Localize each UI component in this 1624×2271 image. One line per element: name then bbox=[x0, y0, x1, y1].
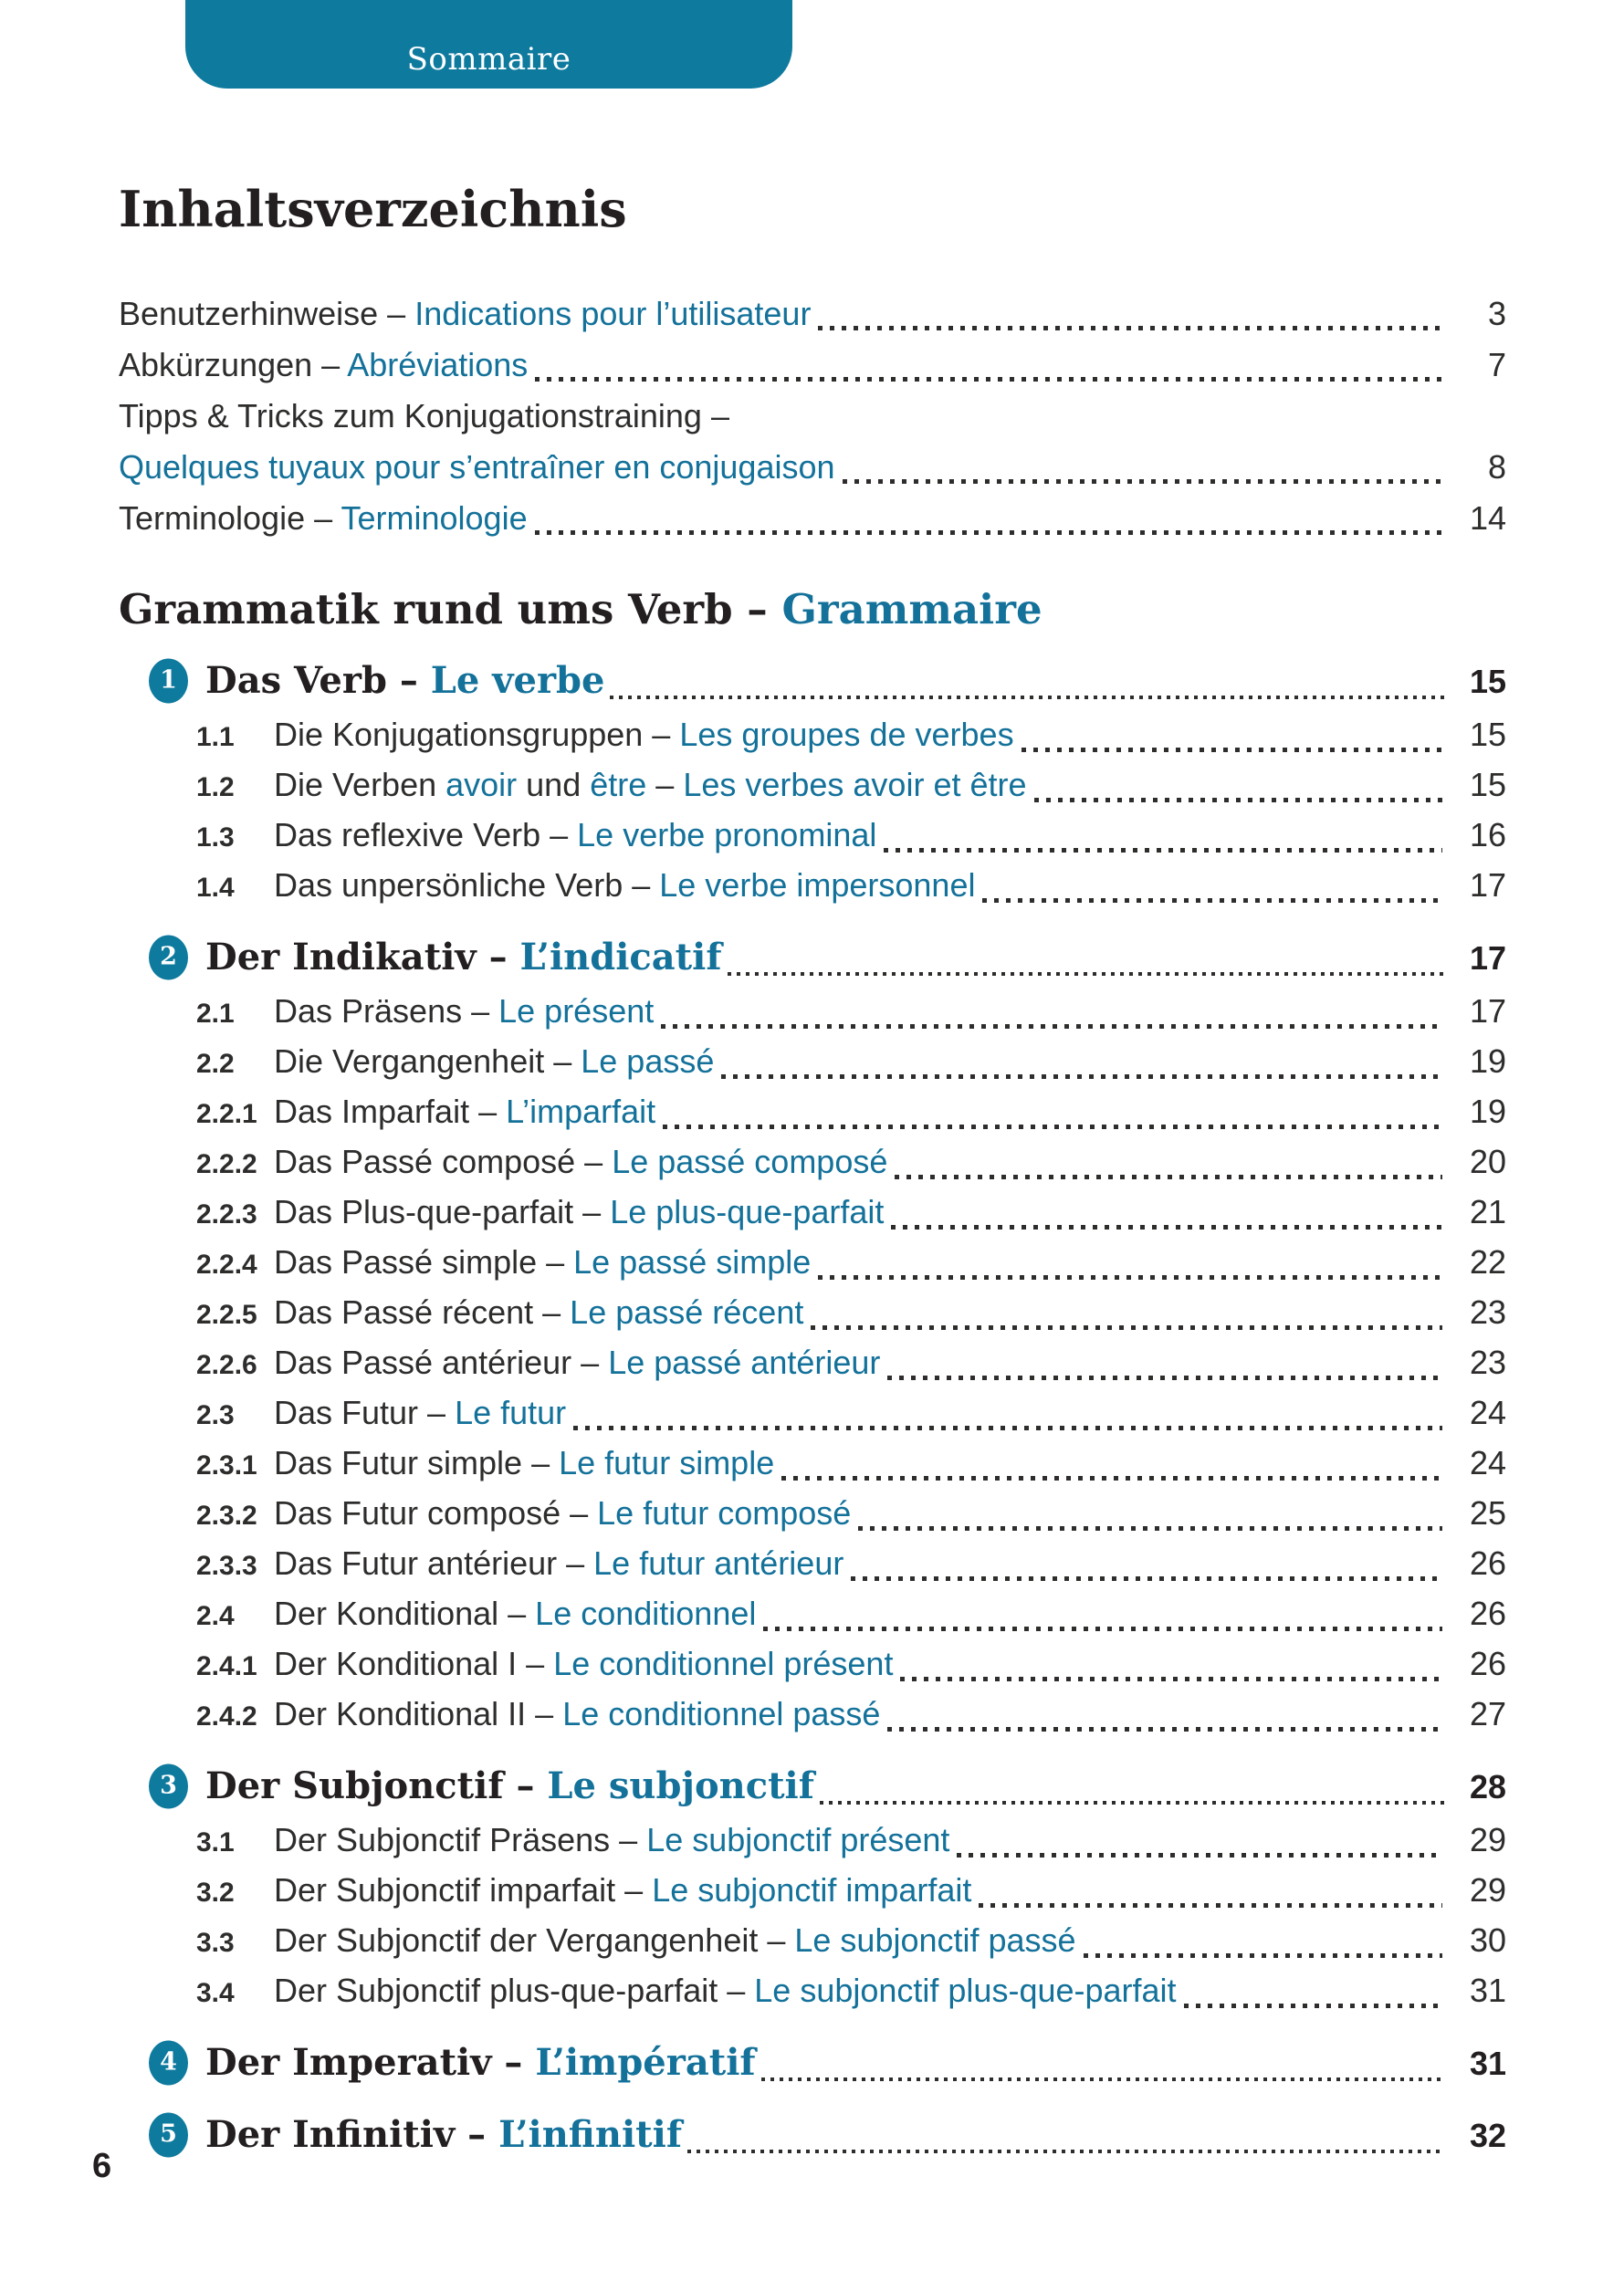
toc-subentry-number: 2.2.4 bbox=[196, 1250, 257, 1280]
entry-text-fr: Abréviations bbox=[347, 346, 529, 383]
toc-subentry-title bbox=[274, 1690, 880, 1738]
entry-text-de: Das Plus-que-parfait – bbox=[274, 1193, 611, 1230]
dot-leader bbox=[818, 326, 1442, 330]
toc-entry-title bbox=[119, 493, 528, 544]
dot-leader bbox=[1034, 798, 1442, 802]
toc-section bbox=[119, 655, 1506, 912]
toc-subentry-title bbox=[274, 1490, 851, 1537]
toc-section-page-number: 32 bbox=[1469, 2117, 1506, 2154]
toc-subentry-page-number: 25 bbox=[1469, 1494, 1506, 1532]
entry-text-de: Die Vergangenheit – bbox=[274, 1042, 581, 1080]
entry-text-fr: L’impératif bbox=[535, 2041, 756, 2084]
dot-leader bbox=[663, 1125, 1442, 1129]
toc-subentry bbox=[119, 761, 1506, 811]
toc-subentry-page-number: 23 bbox=[1469, 1344, 1506, 1381]
toc-subentry-page-number: 29 bbox=[1469, 1821, 1506, 1858]
entry-text-fr: Indications pour l’utilisateur bbox=[414, 295, 812, 332]
entry-text-de: Benutzerhinweise – bbox=[119, 295, 415, 332]
section-number-badge: 2 bbox=[149, 935, 188, 979]
entry-text-fr: Le passé antérieur bbox=[608, 1344, 881, 1381]
toc-subentry-page-number: 30 bbox=[1469, 1921, 1506, 1959]
entry-text-de: Die Konjugationsgruppen – bbox=[274, 716, 680, 753]
toc-subentry bbox=[119, 1239, 1506, 1289]
toc-entry bbox=[119, 288, 1506, 340]
entry-text-de: Der Konditional – bbox=[274, 1595, 536, 1632]
toc-subentry bbox=[119, 1690, 1506, 1741]
entry-text-de: Das Verb – bbox=[205, 659, 431, 702]
toc-section bbox=[119, 932, 1506, 1741]
toc-section-page-number: 17 bbox=[1469, 939, 1506, 977]
toc-subentry-page-number: 15 bbox=[1469, 716, 1506, 753]
dot-leader bbox=[887, 1727, 1442, 1732]
toc-section-row bbox=[119, 2109, 1506, 2161]
dot-leader bbox=[687, 2150, 1444, 2153]
toc-subentry-page-number: 26 bbox=[1469, 1544, 1506, 1582]
toc-entry-page-number: 3 bbox=[1487, 295, 1506, 332]
dot-leader bbox=[818, 1275, 1442, 1280]
toc-subentry-number: 3.3 bbox=[196, 1928, 235, 1958]
dot-leader bbox=[811, 1325, 1442, 1330]
dot-leader bbox=[895, 1175, 1442, 1179]
dot-leader bbox=[721, 1074, 1442, 1079]
entry-text-de: Das Futur antérieur – bbox=[274, 1544, 594, 1582]
entry-text-de: Der Subjonctif der Vergangenheit – bbox=[274, 1921, 795, 1959]
toc-subentry bbox=[119, 1640, 1506, 1690]
toc-subentry-number: 2.3.2 bbox=[196, 1501, 257, 1531]
entry-text-de: – bbox=[646, 766, 684, 803]
front-matter-list bbox=[119, 288, 1506, 544]
entry-text-de: Terminologie – bbox=[119, 499, 341, 537]
toc-subentry-title bbox=[274, 1138, 887, 1186]
toc-subentry bbox=[119, 1967, 1506, 2017]
entry-text-de: Der Imperativ – bbox=[205, 2041, 536, 2084]
toc-subentry-number: 2.3.1 bbox=[196, 1450, 257, 1481]
entry-text-fr: Le plus-que-parfait bbox=[610, 1193, 885, 1230]
toc-subentry-number: 2.4.1 bbox=[196, 1651, 257, 1681]
toc-subentry-title bbox=[274, 811, 876, 859]
entry-text-de: Das Futur composé – bbox=[274, 1494, 598, 1532]
folio-page-number: 6 bbox=[92, 2147, 112, 2185]
toc-subentry bbox=[119, 1816, 1506, 1867]
dot-leader bbox=[535, 530, 1442, 535]
entry-text-fr: Le verbe pronominal bbox=[577, 816, 877, 853]
toc-subentry-number: 2.2.6 bbox=[196, 1350, 257, 1380]
toc-subentry bbox=[119, 1088, 1506, 1138]
entry-text-fr: Le subjonctif plus-que-parfait bbox=[754, 1972, 1177, 2009]
entry-text-fr: Le passé composé bbox=[612, 1143, 888, 1180]
toc-subentry bbox=[119, 1188, 1506, 1239]
toc-entry bbox=[119, 340, 1506, 391]
toc-subentry bbox=[119, 1439, 1506, 1490]
toc-subentry-number: 2.3.3 bbox=[196, 1551, 257, 1581]
section-number-badge: 4 bbox=[149, 2040, 188, 2085]
dot-leader bbox=[573, 1426, 1442, 1430]
entry-text-fr: Grammaire bbox=[781, 585, 1043, 633]
dot-leader bbox=[1084, 1953, 1442, 1958]
entry-text-de: Der Konditional II – bbox=[274, 1695, 563, 1732]
toc-subentry-page-number: 23 bbox=[1469, 1293, 1506, 1331]
toc-subentry-title bbox=[274, 1867, 971, 1914]
toc-content bbox=[119, 0, 1506, 2161]
entry-text-fr: Le passé récent bbox=[570, 1293, 804, 1331]
toc-subentry-number: 3.4 bbox=[196, 1978, 235, 2008]
toc-subentry-title bbox=[274, 988, 654, 1035]
entry-text-fr: Les verbes avoir et être bbox=[683, 766, 1027, 803]
dot-leader bbox=[957, 1853, 1442, 1858]
dot-leader bbox=[820, 1801, 1444, 1805]
dot-leader bbox=[1184, 2004, 1442, 2008]
toc-section-title bbox=[205, 655, 604, 706]
entry-text-fr: L’infinitif bbox=[498, 2113, 683, 2156]
toc-entry-page-number: 7 bbox=[1487, 346, 1506, 383]
toc-subentry-title bbox=[274, 1389, 566, 1437]
entry-text-de: Das Passé simple – bbox=[274, 1243, 574, 1281]
toc-entry-page-number: 8 bbox=[1487, 448, 1506, 486]
toc-subentry bbox=[119, 1867, 1506, 1917]
dot-leader bbox=[661, 1024, 1442, 1029]
toc-subentry-page-number: 29 bbox=[1469, 1871, 1506, 1909]
entry-text-fr: avoir bbox=[445, 766, 518, 803]
toc-subentry-page-number: 17 bbox=[1469, 866, 1506, 904]
entry-text-de: Das unpersönliche Verb – bbox=[274, 866, 660, 904]
entry-text-fr: Terminologie bbox=[341, 499, 528, 537]
entry-text-fr: Le passé simple bbox=[573, 1243, 812, 1281]
entry-text-de: Der Subjonctif – bbox=[205, 1764, 548, 1807]
toc-subentry-page-number: 15 bbox=[1469, 766, 1506, 803]
dot-leader bbox=[858, 1526, 1442, 1531]
entry-text-fr: Le futur composé bbox=[597, 1494, 852, 1532]
entry-text-fr: Le passé bbox=[581, 1042, 715, 1080]
entry-text-de: Der Subjonctif imparfait – bbox=[274, 1871, 653, 1909]
toc-subentry-number: 1.2 bbox=[196, 772, 235, 802]
toc-subentry bbox=[119, 1389, 1506, 1439]
toc-subentry-title bbox=[274, 1640, 893, 1688]
toc-subentries bbox=[119, 1816, 1506, 2017]
entry-text-de: Das Imparfait – bbox=[274, 1093, 507, 1130]
toc-entry bbox=[119, 442, 1506, 493]
toc-subentry-title bbox=[274, 862, 975, 909]
entry-text-de: Tipps & Tricks zum Konjugationstraining – bbox=[119, 397, 729, 434]
dot-leader bbox=[982, 898, 1442, 903]
dot-leader bbox=[761, 2077, 1444, 2081]
toc-subentry-title bbox=[274, 1540, 843, 1587]
entry-text-fr: Les groupes de verbes bbox=[679, 716, 1014, 753]
toc-subentry bbox=[119, 862, 1506, 912]
toc-subentry-number: 2.1 bbox=[196, 999, 235, 1029]
toc-subentry-number: 2.2.1 bbox=[196, 1099, 257, 1129]
toc-subentry-number: 2.4.2 bbox=[196, 1701, 257, 1732]
entry-text-fr: Le conditionnel présent bbox=[553, 1645, 894, 1682]
sections-list bbox=[119, 655, 1506, 2161]
toc-subentry-title bbox=[274, 1339, 880, 1387]
toc-subentry-title bbox=[274, 761, 1027, 809]
entry-text-fr: L’indicatif bbox=[519, 936, 722, 979]
toc-section bbox=[119, 1761, 1506, 2017]
toc-entry-title bbox=[119, 288, 811, 340]
toc-subentry-title bbox=[274, 1289, 803, 1336]
toc-entry-page-number: 14 bbox=[1469, 499, 1506, 537]
toc-subentries bbox=[119, 711, 1506, 912]
dot-leader bbox=[979, 1903, 1442, 1908]
dot-leader bbox=[884, 848, 1442, 853]
toc-section-title bbox=[205, 932, 722, 983]
toc-subentry bbox=[119, 1038, 1506, 1088]
toc-subentry-title bbox=[274, 1967, 1177, 2015]
entry-text-fr: Le futur antérieur bbox=[593, 1544, 844, 1582]
toc-subentry-title bbox=[274, 1088, 655, 1136]
grammar-section-heading bbox=[119, 584, 1506, 635]
toc-section-page-number: 15 bbox=[1469, 663, 1506, 700]
entry-text-fr: être bbox=[590, 766, 647, 803]
toc-subentry-page-number: 17 bbox=[1469, 992, 1506, 1030]
toc-section-title bbox=[205, 2037, 756, 2088]
toc-section-title bbox=[205, 1761, 814, 1812]
toc-entry-title bbox=[119, 442, 835, 493]
toc-subentry bbox=[119, 1590, 1506, 1640]
entry-text-fr: Le verbe bbox=[430, 659, 605, 702]
section-number-badge: 5 bbox=[149, 2112, 188, 2157]
toc-section-row bbox=[119, 932, 1506, 984]
toc-entry-title bbox=[119, 340, 528, 391]
entry-text-fr: Le conditionnel bbox=[535, 1595, 757, 1632]
entry-text-fr: L’imparfait bbox=[506, 1093, 656, 1130]
dot-leader bbox=[891, 1225, 1442, 1230]
toc-subentry bbox=[119, 1490, 1506, 1540]
toc-subentry bbox=[119, 1917, 1506, 1967]
entry-text-fr: Quelques tuyaux pour s’entraîner en conjugaison bbox=[119, 448, 835, 486]
toc-entry bbox=[119, 493, 1506, 544]
entry-text-de: und bbox=[517, 766, 591, 803]
toc-subentry-number: 2.4 bbox=[196, 1601, 235, 1631]
toc-subentry bbox=[119, 711, 1506, 761]
toc-subentries bbox=[119, 988, 1506, 1741]
toc-subentry bbox=[119, 1138, 1506, 1188]
entry-text-de: Das Futur simple – bbox=[274, 1444, 560, 1481]
entry-text-de: Das Passé récent – bbox=[274, 1293, 571, 1331]
toc-subentry-page-number: 19 bbox=[1469, 1042, 1506, 1080]
toc-section-row bbox=[119, 2037, 1506, 2089]
toc-subentry-number: 1.3 bbox=[196, 822, 235, 853]
toc-subentry-title bbox=[274, 1590, 756, 1638]
entry-text-fr: Le conditionnel passé bbox=[562, 1695, 881, 1732]
toc-section bbox=[119, 2109, 1506, 2161]
toc-subentry-title bbox=[274, 1816, 949, 1864]
toc-subentry-number: 1.4 bbox=[196, 873, 235, 903]
dot-leader bbox=[900, 1677, 1442, 1681]
entry-text-fr: Le présent bbox=[498, 992, 655, 1030]
entry-text-fr: Le futur simple bbox=[559, 1444, 775, 1481]
toc-section-title bbox=[205, 2109, 682, 2161]
toc-subentry-number: 2.2.5 bbox=[196, 1300, 257, 1330]
toc-subentry-number: 1.1 bbox=[196, 722, 235, 752]
toc-subentry-page-number: 19 bbox=[1469, 1093, 1506, 1130]
toc-subentry-title bbox=[274, 1188, 884, 1236]
section-number-badge: 1 bbox=[149, 658, 188, 703]
dot-leader bbox=[781, 1476, 1442, 1481]
dot-leader bbox=[728, 972, 1444, 976]
toc-subentry-title bbox=[274, 1038, 714, 1085]
toc-subentry bbox=[119, 1540, 1506, 1590]
toc-subentry-page-number: 22 bbox=[1469, 1243, 1506, 1281]
section-number-badge: 3 bbox=[149, 1763, 188, 1808]
entry-text-de: Das Präsens – bbox=[274, 992, 499, 1030]
toc-subentry-page-number: 21 bbox=[1469, 1193, 1506, 1230]
toc-subentry-page-number: 26 bbox=[1469, 1595, 1506, 1632]
entry-text-de: Das Futur – bbox=[274, 1394, 456, 1431]
entry-text-fr: Le subjonctif bbox=[547, 1764, 814, 1807]
entry-text-de: Das Passé composé – bbox=[274, 1143, 613, 1180]
toc-entry bbox=[119, 391, 1506, 442]
dot-leader bbox=[843, 479, 1442, 484]
dot-leader bbox=[887, 1376, 1442, 1380]
entry-text-de: Der Subjonctif Präsens – bbox=[274, 1821, 647, 1858]
entry-text-de: Der Infinitiv – bbox=[205, 2113, 499, 2156]
toc-section-row bbox=[119, 655, 1506, 707]
toc-subentry-title bbox=[274, 711, 1014, 759]
page-title: Inhaltsverzeichnis bbox=[119, 180, 627, 238]
toc-subentry-title bbox=[274, 1239, 811, 1286]
entry-text-fr: Le futur bbox=[455, 1394, 567, 1431]
toc-subentry bbox=[119, 988, 1506, 1038]
toc-subentry bbox=[119, 1289, 1506, 1339]
toc-subentry-page-number: 31 bbox=[1469, 1972, 1506, 2009]
toc-subentry-title bbox=[274, 1917, 1076, 1964]
entry-text-de: Der Konditional I – bbox=[274, 1645, 554, 1682]
entry-text-fr: Le verbe impersonnel bbox=[659, 866, 976, 904]
toc-subentry-title bbox=[274, 1439, 774, 1487]
entry-text-fr: Le subjonctif passé bbox=[794, 1921, 1076, 1959]
dot-leader bbox=[610, 696, 1444, 699]
toc-subentry-page-number: 24 bbox=[1469, 1394, 1506, 1431]
entry-text-de: Das Passé antérieur – bbox=[274, 1344, 609, 1381]
toc-subentry-page-number: 27 bbox=[1469, 1695, 1506, 1732]
toc-subentry bbox=[119, 1339, 1506, 1389]
toc-subentry-number: 2.2 bbox=[196, 1049, 235, 1079]
toc-subentry-page-number: 24 bbox=[1469, 1444, 1506, 1481]
toc-section-page-number: 31 bbox=[1469, 2045, 1506, 2082]
toc-subentry-number: 3.1 bbox=[196, 1827, 235, 1858]
entry-text-fr: Le subjonctif présent bbox=[646, 1821, 950, 1858]
entry-text-de: Der Indikativ – bbox=[205, 936, 520, 979]
entry-text-de: Grammatik rund ums Verb – bbox=[119, 585, 782, 633]
toc-subentry-page-number: 26 bbox=[1469, 1645, 1506, 1682]
entry-text-de: Der Subjonctif plus-que-parfait – bbox=[274, 1972, 755, 2009]
toc-subentry-number: 2.2.3 bbox=[196, 1199, 257, 1230]
toc-section bbox=[119, 2037, 1506, 2089]
dot-leader bbox=[851, 1576, 1442, 1581]
dot-leader bbox=[1022, 748, 1442, 752]
toc-subentry bbox=[119, 811, 1506, 862]
entry-text-de: Die Verben bbox=[274, 766, 446, 803]
entry-text-de: Das reflexive Verb – bbox=[274, 816, 578, 853]
toc-subentry-number: 2.2.2 bbox=[196, 1149, 257, 1179]
toc-subentry-number: 3.2 bbox=[196, 1878, 235, 1908]
toc-subentry-page-number: 16 bbox=[1469, 816, 1506, 853]
dot-leader bbox=[535, 377, 1442, 382]
toc-subentry-number: 2.3 bbox=[196, 1400, 235, 1430]
entry-text-fr: Le subjonctif imparfait bbox=[652, 1871, 972, 1909]
toc-section-page-number: 28 bbox=[1469, 1768, 1506, 1805]
toc-entry-title bbox=[119, 391, 729, 442]
toc-section-row bbox=[119, 1761, 1506, 1813]
chapter-tab-label: Sommaire bbox=[406, 41, 571, 78]
dot-leader bbox=[763, 1627, 1442, 1631]
toc-subentry-page-number: 20 bbox=[1469, 1143, 1506, 1180]
entry-text-de: Abkürzungen – bbox=[119, 346, 348, 383]
